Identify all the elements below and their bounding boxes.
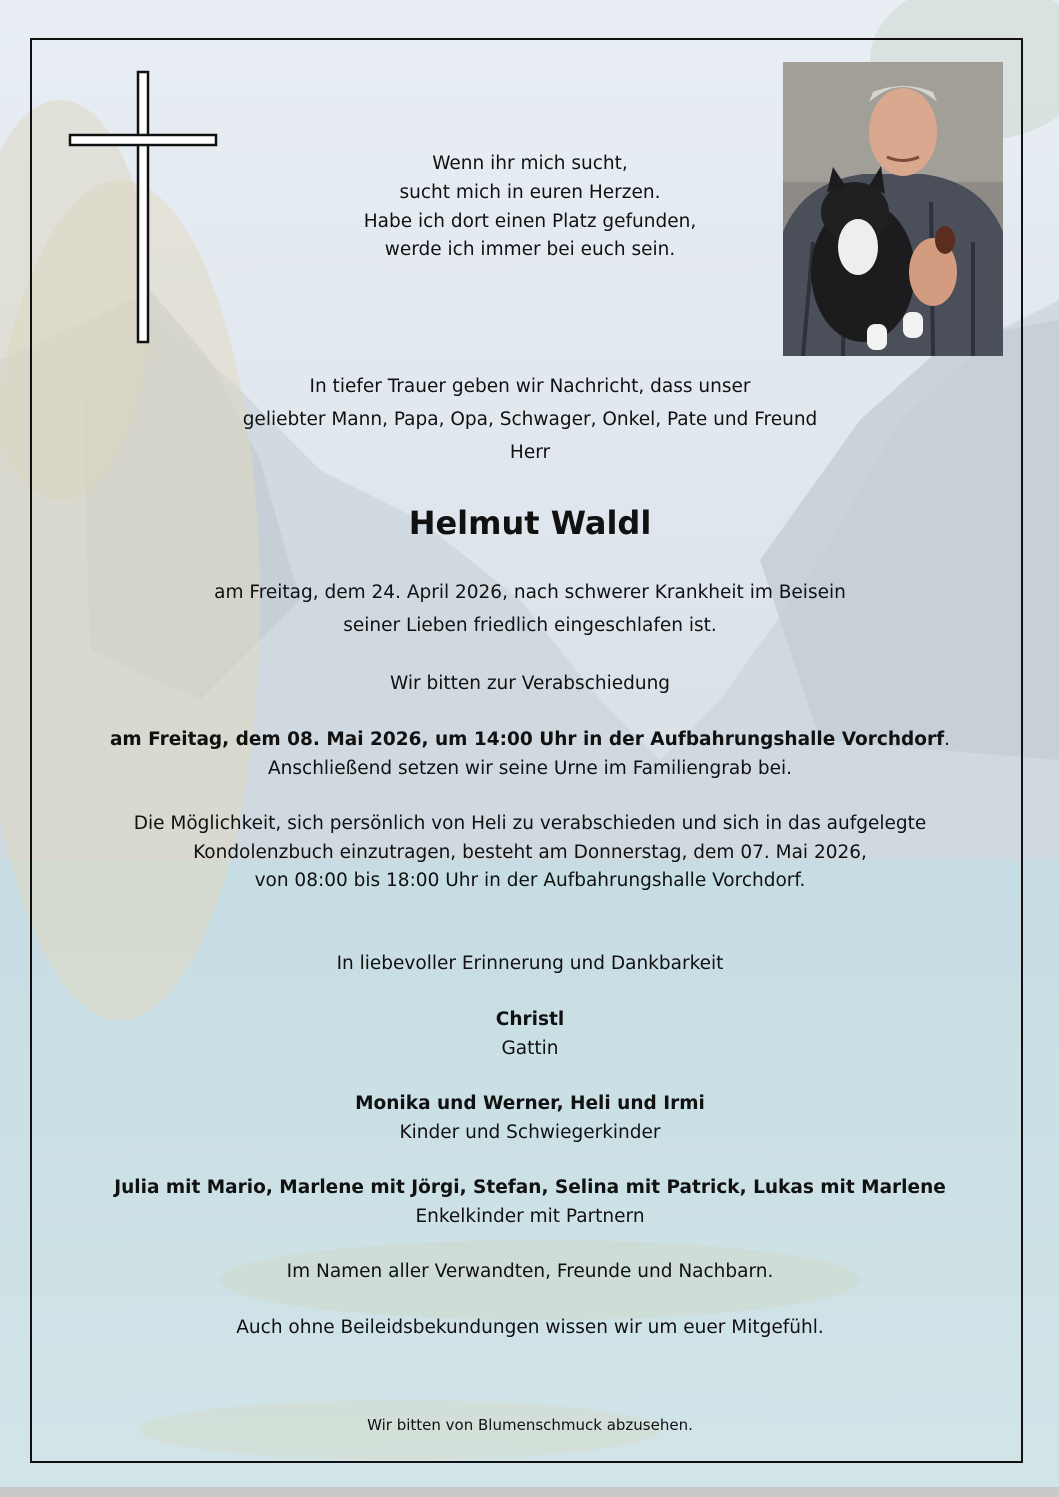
ceremony-details: [30, 726, 1030, 783]
mourner-grandchildren: [30, 1174, 1030, 1231]
verse-line: sucht mich in euren Herzen.: [399, 181, 661, 203]
mourner-names-text: Christl: [495, 1009, 565, 1030]
intro-line: geliebter Mann, Papa, Opa, Schwager, Onkel, Pate und Freund: [242, 409, 818, 430]
ceremony-period: .: [944, 729, 951, 750]
verse-line: werde ich immer bei euch sein.: [384, 239, 676, 261]
ceremony-date-place: am Freitag, dem 08. Mai 2026, um 14:00 Uhr in der Aufbahrungshalle Vorchdorf: [109, 729, 945, 750]
relatives-line: Im Namen aller Verwandten, Freunde und Nachbarn.: [286, 1261, 774, 1282]
mourner-spouse: [30, 1006, 1030, 1063]
intro-line: Herr: [509, 442, 551, 463]
mourner-names: [30, 1090, 1030, 1119]
mourner-names: [30, 1174, 1030, 1203]
mourner-names-text: Monika und Werner, Heli und Irmi: [355, 1093, 705, 1114]
mourner-relation: Kinder und Schwiegerkinder: [399, 1121, 661, 1143]
verse-line: Habe ich dort einen Platz gefunden,: [363, 210, 697, 232]
remembrance-line: In liebevoller Erinnerung und Dankbarkeit: [336, 953, 724, 974]
burial-line: Anschließend setzen wir seine Urne im Familiengrab bei.: [268, 757, 792, 779]
mourner-names: [30, 1006, 1030, 1035]
death-notice-line: am Freitag, dem 24. April 2026, nach schwerer Krankheit im Beisein: [214, 582, 846, 603]
death-notice: [30, 579, 1030, 641]
bottom-edge: [0, 1487, 1059, 1497]
farewell-request: Wir bitten zur Verabschiedung: [389, 673, 671, 694]
intro-text: [30, 373, 1030, 468]
verse-line: Wenn ihr mich sucht,: [432, 153, 628, 174]
memorial-verse: [30, 150, 1030, 265]
deceased-name: Helmut Waldl: [408, 504, 652, 542]
mourner-relation: Enkelkinder mit Partnern: [415, 1205, 645, 1227]
intro-line: In tiefer Trauer geben wir Nachricht, dass unser: [309, 376, 751, 397]
mourner-children: [30, 1090, 1030, 1147]
visitation-line: Die Möglichkeit, sich persönlich von Heli zu verabschieden und sich in das aufgelegte: [133, 813, 927, 834]
death-notice-line: seiner Lieben friedlich eingeschlafen ist.: [343, 615, 717, 636]
mourner-names-text: Julia mit Mario, Marlene mit Jörgi, Stefan, Selina mit Patrick, Lukas mit Marlene: [114, 1177, 946, 1198]
visitation-info: [30, 810, 1030, 896]
ceremony-line: [30, 726, 1030, 755]
mourner-relation: Gattin: [501, 1037, 559, 1059]
condolence-line: Auch ohne Beileidsbekundungen wissen wir um euer Mitgefühl.: [236, 1317, 824, 1338]
visitation-line: Kondolenzbuch einzutragen, besteht am Donnerstag, dem 07. Mai 2026,: [193, 841, 867, 863]
flowers-note: Wir bitten von Blumenschmuck abzusehen.: [367, 1416, 693, 1434]
visitation-line: von 08:00 bis 18:00 Uhr in der Aufbahrungshalle Vorchdorf.: [254, 870, 806, 891]
